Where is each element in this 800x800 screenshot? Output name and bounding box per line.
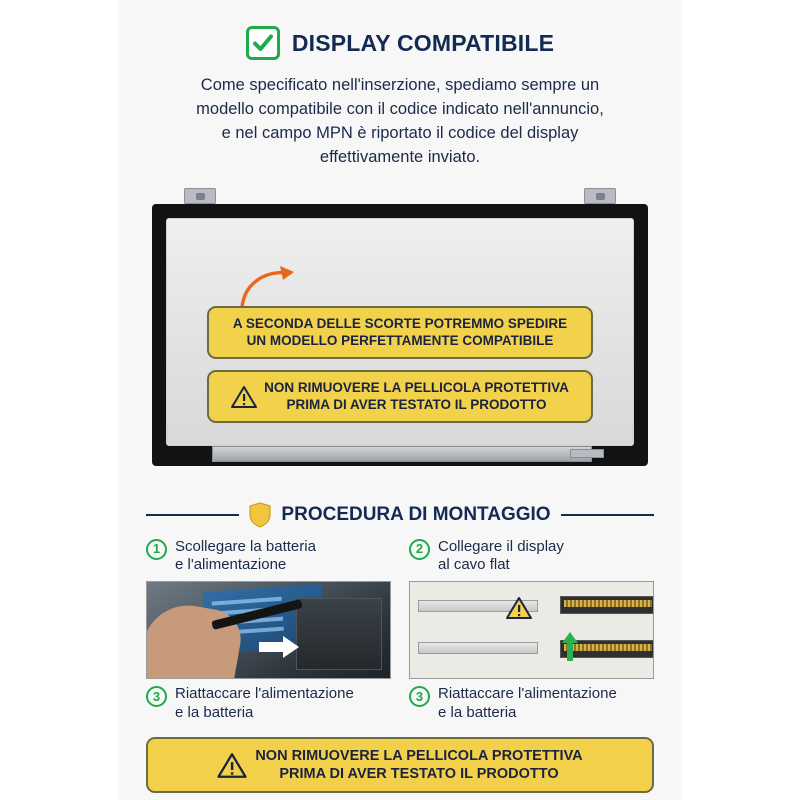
divider-left	[146, 514, 239, 516]
intro-line-4: effettivamente inviato.	[319, 147, 481, 166]
display-illustration	[146, 188, 654, 488]
white-arrow-head-icon	[283, 636, 299, 658]
intro-paragraph	[146, 74, 654, 170]
callout-protective-film	[207, 370, 593, 424]
battery-graphic	[296, 598, 382, 670]
screen-connector-tab	[570, 449, 604, 458]
connector-top-right-graphic	[560, 596, 654, 614]
intro-line-1: Come specificato nell'inserzione, spediamo sempre un	[200, 76, 600, 94]
white-arrow-shaft-icon	[259, 642, 285, 652]
step-1-number: 1	[146, 539, 167, 560]
procedure-title: PROCEDURA DI MONTAGGIO	[281, 503, 551, 525]
check-badge-icon	[246, 26, 280, 60]
curved-arrow-icon	[238, 264, 302, 310]
step-3-label	[146, 685, 391, 723]
step-3-number: 3	[146, 686, 167, 707]
divider-right	[561, 514, 654, 516]
step-2-line-1: Collegare il display	[438, 537, 564, 555]
callout-film-text	[264, 380, 569, 414]
step-3-text	[175, 685, 354, 723]
bottom-banner-text	[255, 747, 582, 783]
procedure-header	[146, 502, 654, 528]
step-3-line-1: Riattaccare l'alimentazione	[175, 685, 354, 703]
green-up-arrow-icon	[562, 632, 578, 662]
step-2-photo	[409, 581, 654, 679]
step-1-line-2: e l'alimentazione	[175, 556, 287, 574]
callout-stock-line-1: A SECONDA DELLE SCORTE POTREMMO SPEDIRE	[232, 315, 568, 331]
bottom-banner-line-1: NON RIMUOVERE LA PELLICOLA PROTETTIVA	[255, 748, 583, 764]
procedure-steps	[146, 538, 654, 723]
page-title: DISPLAY COMPATIBILE	[291, 29, 555, 56]
intro-line-2: modello compatibile con il codice indicato nell'annuncio,	[196, 99, 604, 118]
intro-line-3: e nel campo MPN è riportato il codice del display	[221, 123, 579, 142]
step-4-label	[409, 685, 654, 723]
step-4-text	[438, 685, 617, 723]
callout-stock-text	[215, 316, 585, 350]
mounting-tab-right-icon	[584, 188, 616, 204]
callout-stock-line-2: UN MODELLO PERFETTAMENTE COMPATIBILE	[246, 332, 554, 348]
warning-triangle-icon	[231, 385, 257, 409]
step-1-photo	[146, 581, 391, 679]
step-3-line-2: e la batteria	[175, 703, 254, 721]
step-4-number: 3	[409, 686, 430, 707]
step-2-number: 2	[409, 539, 430, 560]
step-4-line-2: e la batteria	[438, 703, 517, 721]
header	[146, 26, 654, 60]
content-column	[146, 0, 654, 800]
warning-triangle-bottom-icon	[217, 752, 247, 779]
bottom-warning-banner	[146, 737, 654, 793]
step-2-text	[438, 538, 564, 576]
step-2-label	[409, 538, 654, 576]
callout-film-line-1: NON RIMUOVERE LA PELLICOLA PROTETTIVA	[264, 379, 569, 395]
bottom-banner-line-2: PRIMA DI AVER TESTATO IL PRODOTTO	[279, 766, 559, 783]
warning-triangle-small-icon	[506, 596, 532, 620]
screen-bottom-strip	[212, 446, 592, 462]
step-1-text	[175, 538, 316, 576]
step-1-line-1: Scollegare la batteria	[175, 537, 316, 555]
step-2-line-2: al cavo flat	[438, 556, 510, 574]
shield-icon	[249, 502, 271, 528]
step-1-label	[146, 538, 391, 576]
flat-cable-bottom-left-graphic	[418, 642, 538, 654]
mounting-tab-left-icon	[184, 188, 216, 204]
callout-film-line-2: PRIMA DI AVER TESTATO IL PRODOTTO	[286, 396, 547, 412]
callout-stock-notice	[207, 306, 593, 360]
step-4-line-1: Riattaccare l'alimentazione	[438, 685, 617, 703]
